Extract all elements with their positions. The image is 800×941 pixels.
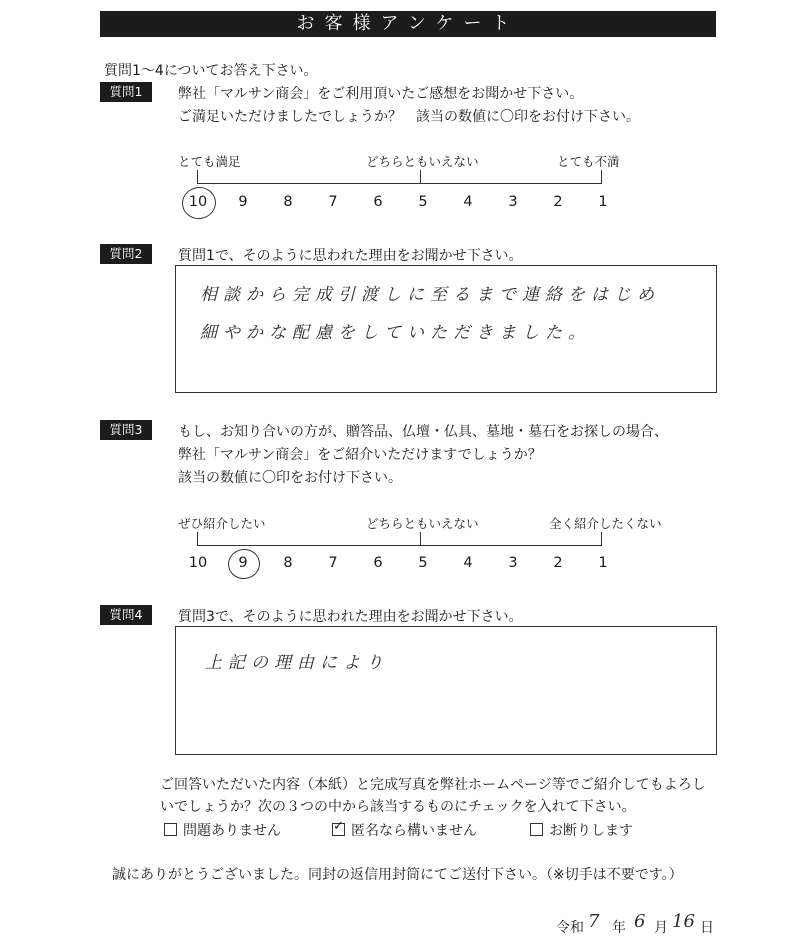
q1-option-6[interactable]: 6 (373, 194, 383, 210)
survey-title: お客様アンケート (100, 11, 716, 37)
q2-answer-line2: 細やかな配慮をしていただきました。 (200, 323, 591, 343)
consent-line1: ご回答いただいた内容（本紙）と完成写真を弊社ホームページ等でご紹介してもよろし (160, 777, 706, 793)
q1-scale-line (197, 183, 602, 184)
thanks-text: 誠にありがとうございました。同封の返信用封筒にてご送付下さい。（※切手は不要です。） (112, 867, 683, 883)
q3-option-10[interactable]: 10 (188, 555, 208, 571)
q1-option-10[interactable]: 10 (188, 194, 208, 210)
q3-option-6[interactable]: 6 (373, 555, 383, 571)
q3-scale-left: ぜひ紹介したい (178, 516, 266, 531)
q1-scale-right: とても不満 (557, 154, 620, 169)
q3-line1: もし、お知り合いの方が、贈答品、仏壇・仏具、墓地・墓石をお探しの場合、 (178, 424, 668, 440)
date-year: 7 (588, 911, 600, 932)
q3-option-5[interactable]: 5 (418, 555, 428, 571)
q1-scale-tick-left (197, 170, 198, 183)
q1-option-8[interactable]: 8 (283, 194, 293, 210)
q1-option-9[interactable]: 9 (238, 194, 248, 210)
q1-line1: 弊社「マルサン商会」をご利用頂いたご感想をお聞かせ下さい。 (178, 86, 584, 102)
checkbox-anonymous[interactable] (332, 819, 345, 836)
checkmark-icon: ✓ (333, 819, 344, 834)
q1-label: 質問1 (100, 82, 152, 102)
checkbox-ok[interactable] (164, 823, 177, 836)
date-year-unit: 年 (612, 920, 626, 936)
q3-option-7[interactable]: 7 (328, 555, 338, 571)
q3-option-8[interactable]: 8 (283, 555, 293, 571)
q1-option-1[interactable]: 1 (598, 194, 608, 210)
q4-prompt: 質問3で、そのように思われた理由をお聞かせ下さい。 (178, 609, 523, 625)
q2-label: 質問2 (100, 244, 152, 264)
q1-scale-tick-mid (420, 170, 421, 183)
intro-text: 質問1～4についてお答え下さい。 (104, 63, 318, 79)
q1-scale-left: とても満足 (178, 154, 241, 169)
q1-option-7[interactable]: 7 (328, 194, 338, 210)
q4-answer: 上記の理由により (205, 653, 389, 673)
q1-option-4[interactable]: 4 (463, 194, 473, 210)
q3-label: 質問3 (100, 420, 152, 440)
consent-option-ok[interactable] (164, 820, 281, 840)
q4-answer-box[interactable] (175, 626, 717, 755)
consent-option-ok-label: 問題ありません (183, 823, 281, 839)
q3-line2: 弊社「マルサン商会」をご紹介いただけますでしょうか？ (178, 447, 542, 463)
q3-scale-right: 全く紹介したくない (549, 516, 662, 531)
q1-option-5[interactable]: 5 (418, 194, 428, 210)
date-era: 令和 (556, 920, 584, 936)
q1-selection-circle (179, 184, 218, 221)
q3-option-1[interactable]: 1 (598, 555, 608, 571)
q3-selection-circle (226, 547, 262, 581)
q3-option-3[interactable]: 3 (508, 555, 518, 571)
date-month-unit: 月 (654, 920, 668, 936)
q1-option-3[interactable]: 3 (508, 194, 518, 210)
checkbox-decline[interactable] (530, 823, 543, 836)
q3-option-2[interactable]: 2 (553, 555, 563, 571)
q4-label: 質問4 (100, 605, 152, 625)
q1-scale-mid: どちらともいえない (366, 154, 479, 169)
q3-scale-tick-mid (420, 532, 421, 545)
consent-option-anonymous-label: 匿名なら構いません (351, 823, 477, 839)
date-month: 6 (634, 911, 646, 932)
q2-prompt: 質問1で、そのように思われた理由をお聞かせ下さい。 (178, 248, 523, 264)
q3-line3: 該当の数値に〇印をお付け下さい。 (178, 470, 402, 486)
q3-scale-tick-right (601, 532, 602, 545)
consent-option-anonymous[interactable] (332, 820, 477, 840)
date-day-unit: 日 (700, 920, 714, 936)
q3-scale-tick-left (197, 532, 198, 545)
q1-scale-tick-right (601, 170, 602, 183)
consent-option-decline[interactable] (530, 820, 633, 840)
q1-option-2[interactable]: 2 (553, 194, 563, 210)
consent-line2: いでしょうか？次の３つの中から該当するものにチェックを入れて下さい。 (160, 799, 636, 815)
date-day: 16 (672, 911, 695, 932)
q2-answer-line1: 相談から完成引渡しに至るまで連絡をはじめ (200, 285, 660, 305)
q3-scale-line (197, 545, 602, 546)
q3-scale-mid: どちらともいえない (366, 516, 479, 531)
q3-option-9[interactable]: 9 (238, 555, 248, 571)
consent-option-decline-label: お断りします (549, 823, 633, 839)
q1-line2: ご満足いただけましたでしょうか？ 該当の数値に〇印をお付け下さい。 (178, 109, 640, 125)
q3-option-4[interactable]: 4 (463, 555, 473, 571)
